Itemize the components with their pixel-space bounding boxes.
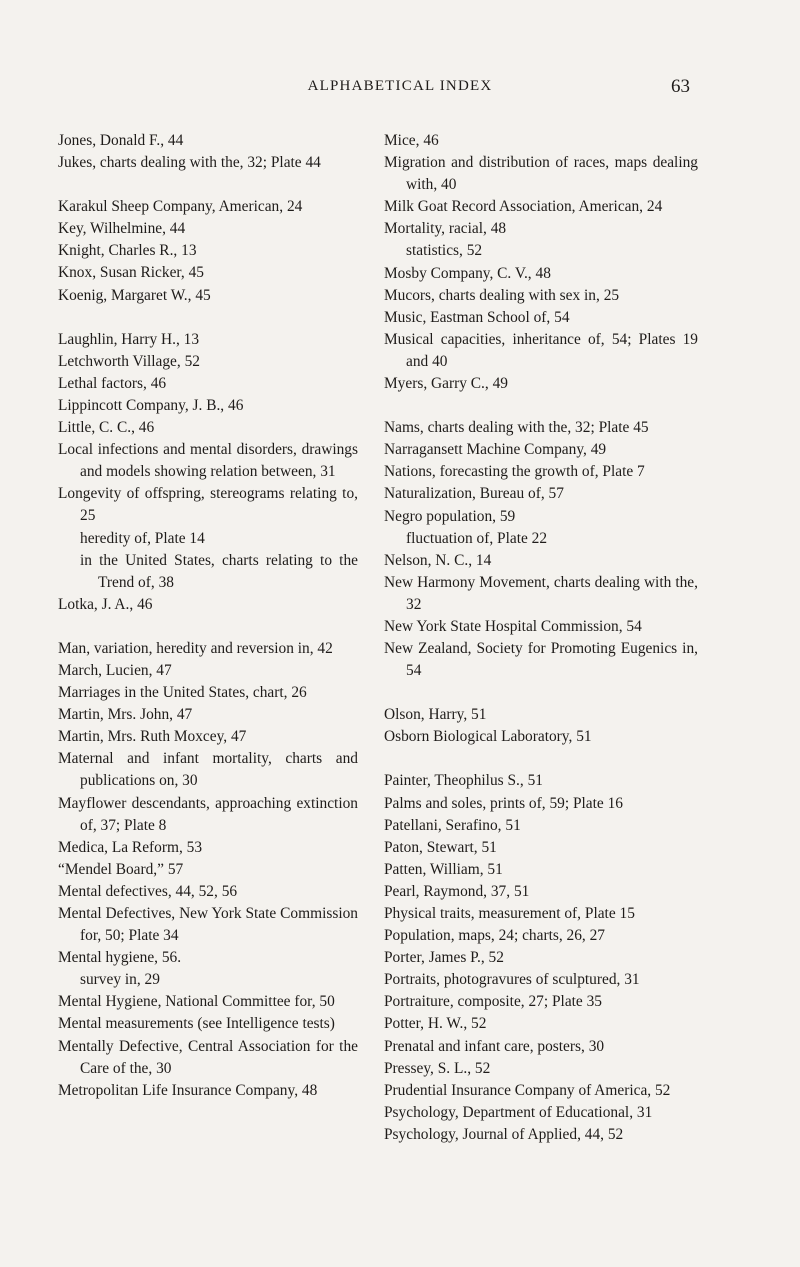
- index-entry: Mental defectives, 44, 52, 56: [58, 882, 238, 900]
- index-entry: Nelson, N. C., 14: [384, 551, 492, 569]
- index-entry: Mental Defectives, New York State Commission for, 50; Plate 34: [58, 905, 358, 945]
- index-entry: Koenig, Margaret W., 45: [58, 286, 211, 304]
- index-subentry: survey in, 29: [80, 971, 160, 989]
- index-subentry: in the United States, charts relating to the Trend of, 38: [80, 551, 358, 591]
- index-entry: Mortality, racial, 48: [384, 220, 507, 238]
- index-entry: Little, C. C., 46: [58, 419, 155, 437]
- index-entry: “Mendel Board,” 57: [58, 860, 184, 878]
- index-entry: Migration and distribution of races, maps dealing with, 40: [384, 154, 698, 194]
- index-entry: March, Lucien, 47: [58, 661, 172, 679]
- index-entry: Knox, Susan Ricker, 45: [58, 264, 205, 282]
- index-entry: Nations, forecasting the growth of, Plate 7: [384, 463, 645, 481]
- index-entry: Pearl, Raymond, 37, 51: [384, 882, 530, 900]
- index-entry: Local infections and mental disorders, drawings and models showing relation between, 31: [58, 441, 358, 481]
- index-entry: Patellani, Serafino, 51: [384, 816, 521, 834]
- index-entry: Jones, Donald F., 44: [58, 132, 184, 149]
- index-entry: New York State Hospital Commission, 54: [384, 617, 642, 635]
- section-gap: [58, 616, 358, 638]
- index-entry: Key, Wilhelmine, 44: [58, 220, 186, 238]
- index-entry: Portraiture, composite, 27; Plate 35: [384, 993, 602, 1011]
- index-entry: Physical traits, measurement of, Plate 15: [384, 905, 635, 922]
- index-entry: Prenatal and infant care, posters, 30: [384, 1037, 605, 1055]
- index-entry: Jukes, charts dealing with the, 32; Plate 44: [58, 154, 321, 172]
- index-entry: New Harmony Movement, charts dealing with the, 32: [384, 573, 698, 613]
- index-entry: Mental measurements (see Intelligence tests): [58, 1015, 335, 1033]
- index-entry: Nams, charts dealing with the, 32; Plate 45: [384, 419, 649, 437]
- index-entry: Mucors, charts dealing with sex in, 25: [384, 286, 620, 304]
- index-entry: Knight, Charles R., 13: [58, 242, 197, 260]
- index-entry: Negro population, 59: [384, 507, 516, 525]
- index-entry: Narragansett Machine Company, 49: [384, 441, 607, 459]
- index-entry: Karakul Sheep Company, American, 24: [58, 198, 303, 216]
- index-entry: Laughlin, Harry H., 13: [58, 330, 200, 348]
- index-subentry: fluctuation of, Plate 22: [406, 529, 548, 547]
- index-entry: Prudential Insurance Company of America, 52: [384, 1081, 671, 1099]
- index-entry: Man, variation, heredity and reversion in, 42: [58, 639, 333, 657]
- index-entry: Mental Hygiene, National Committee for, 50: [58, 993, 335, 1011]
- index-entry: Lotka, J. A., 46: [58, 595, 153, 613]
- section-gap: [384, 748, 698, 770]
- index-entry: Patten, William, 51: [384, 860, 503, 878]
- index-subentry: heredity of, Plate 14: [80, 529, 205, 547]
- index-subentry: statistics, 52: [406, 242, 483, 260]
- section-gap: [384, 682, 698, 704]
- index-entry: Palms and soles, prints of, 59; Plate 16: [384, 794, 623, 812]
- index-entry: Martin, Mrs. Ruth Moxcey, 47: [58, 728, 247, 746]
- index-entry: Portraits, photogravures of sculptured, 31: [384, 971, 640, 989]
- index-entry: Martin, Mrs. John, 47: [58, 706, 193, 724]
- index-entry: Maternal and infant mortality, charts and publications on, 30: [58, 750, 358, 790]
- index-entry: Musical capacities, inheritance of, 54; Plates 19 and 40: [384, 330, 698, 370]
- index-column-left: [58, 130, 358, 1102]
- index-entry: Mental hygiene, 56.: [58, 949, 182, 967]
- index-entry: Naturalization, Bureau of, 57: [384, 485, 564, 503]
- index-entry: Music, Eastman School of, 54: [384, 308, 570, 326]
- index-entry: Metropolitan Life Insurance Company, 48: [58, 1081, 318, 1099]
- index-entry: Lippincott Company, J. B., 46: [58, 396, 244, 414]
- index-entry: Paton, Stewart, 51: [384, 838, 497, 856]
- index-entry: Longevity of offspring, stereograms relating to, 25: [58, 485, 358, 525]
- index-entry: Myers, Garry C., 49: [384, 375, 508, 393]
- index-entry: Mosby Company, C. V., 48: [384, 264, 551, 282]
- index-entry: Letchworth Village, 52: [58, 352, 200, 370]
- index-entry: Marriages in the United States, chart, 26: [58, 684, 307, 702]
- index-entry: Olson, Harry, 51: [384, 706, 487, 724]
- index-entry: Pressey, S. L., 52: [384, 1059, 491, 1077]
- section-gap: [58, 174, 358, 196]
- index-entry: Painter, Theophilus S., 51: [384, 772, 543, 790]
- section-gap: [58, 307, 358, 329]
- index-entry: Osborn Biological Laboratory, 51: [384, 728, 592, 746]
- page-number: 63: [671, 76, 690, 97]
- index-entry: Psychology, Journal of Applied, 44, 52: [384, 1125, 624, 1143]
- index-entry: Population, maps, 24; charts, 26, 27: [384, 927, 606, 945]
- index-entry: Milk Goat Record Association, American, 24: [384, 198, 663, 216]
- index-entry: Lethal factors, 46: [58, 374, 167, 392]
- index-entry: Medica, La Reform, 53: [58, 838, 203, 856]
- index-entry: Psychology, Department of Educational, 31: [384, 1103, 653, 1121]
- index-entry: Porter, James P., 52: [384, 949, 504, 967]
- running-title: ALPHABETICAL INDEX: [307, 78, 493, 94]
- index-entry: New Zealand, Society for Promoting Eugenics in, 54: [384, 640, 698, 680]
- index-entry: Mice, 46: [384, 132, 439, 149]
- index-column-right: [384, 130, 698, 1146]
- index-entry: Mentally Defective, Central Association for the Care of the, 30: [58, 1037, 358, 1077]
- index-entry: Mayflower descendants, approaching extinction of, 37; Plate 8: [58, 794, 358, 834]
- section-gap: [384, 395, 698, 417]
- index-entry: Potter, H. W., 52: [384, 1015, 487, 1033]
